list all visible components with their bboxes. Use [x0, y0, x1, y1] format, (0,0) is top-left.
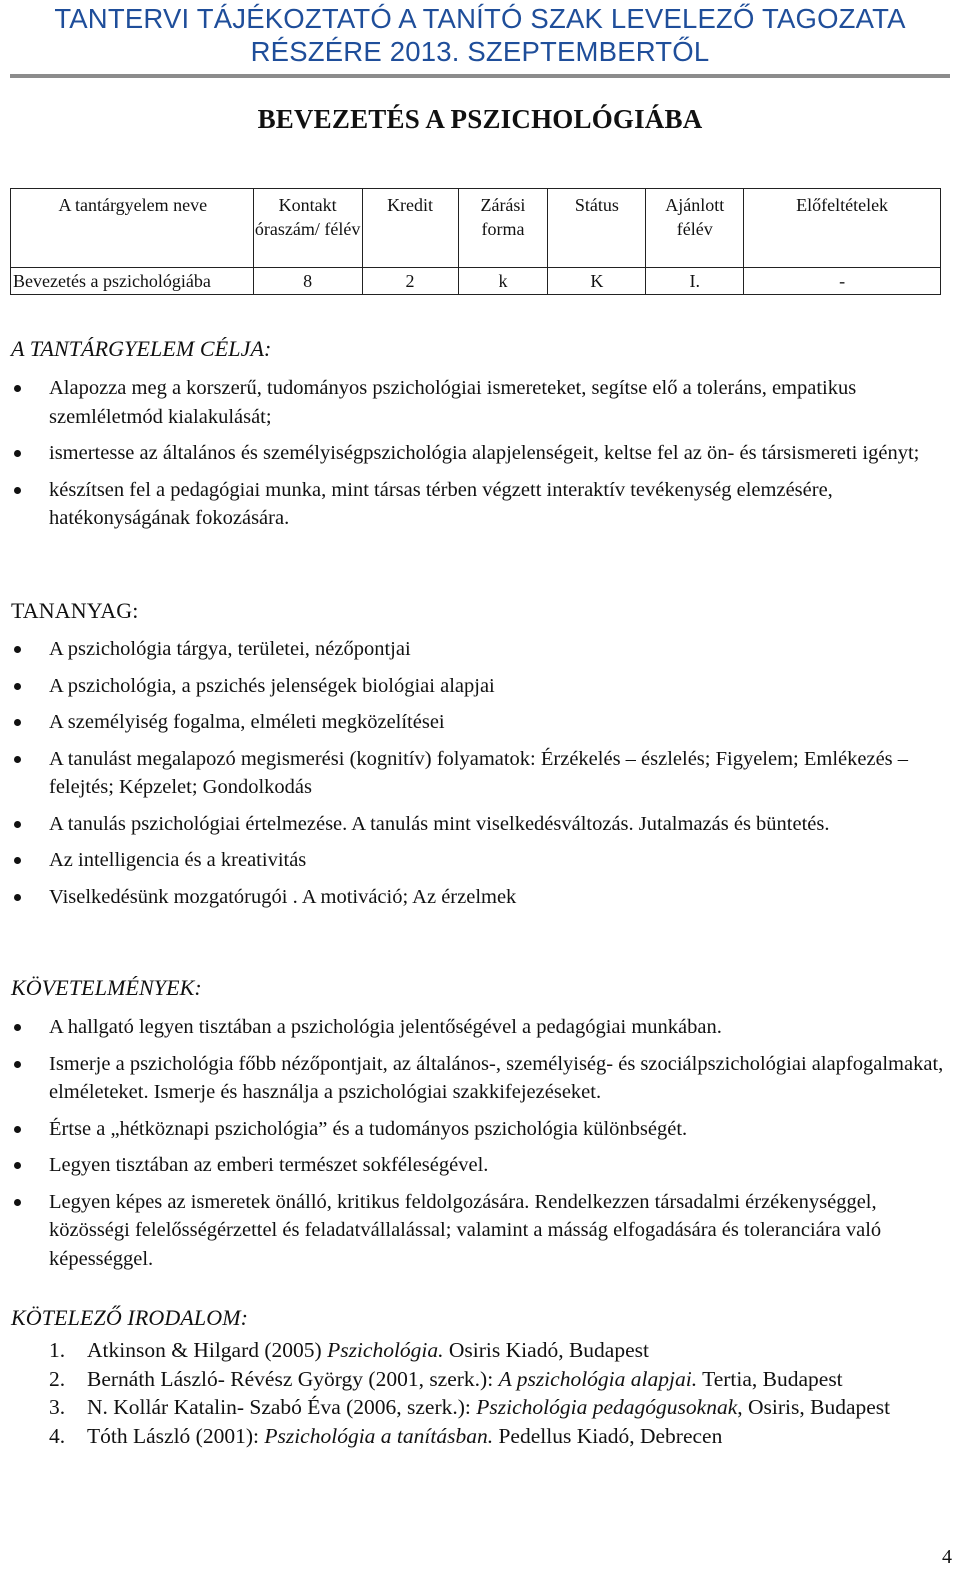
table-header-cell: Előfeltételek	[744, 189, 941, 268]
bullet-icon	[14, 1126, 21, 1133]
bullet-icon	[14, 756, 21, 763]
table-header-cell: A tantárgyelem neve	[11, 189, 254, 268]
bullet-icon	[14, 1024, 21, 1031]
bullet-icon	[14, 646, 21, 653]
aim-heading: A TANTÁRGYELEM CÉLJA:	[11, 336, 272, 361]
list-item: Legyen képes az ismeretek önálló, kritikus feldolgozására. Rendelkezzen társadalmi érzékenységgel, közösségi felelősségérzettel és feladatvállalással; valamint a másság elfogadására és toleranciára való képességgel.	[0, 1188, 960, 1274]
list-item: Ismerje a pszichológia főbb nézőpontjait, az általános-, személyiség- és szociálpszichológiai alapfogalmakat, elméleteket. Ismerje és használja a pszichológiai szakkifejezéseket.	[0, 1050, 960, 1107]
reference-item: 3. N. Kollár Katalin- Szabó Éva (2006, szerk.): Pszichológia pedagógusoknak, Osiris, Budapest	[49, 1395, 891, 1419]
table-cell: K	[548, 268, 646, 295]
header-line-2: RÉSZÉRE 2013. SZEPTEMBERTŐL	[250, 36, 710, 67]
syllabus-list	[0, 635, 960, 919]
bullet-icon	[14, 1061, 21, 1068]
list-item: ismertesse az általános és személyiségpszichológia alapjelenségeit, keltse fel az ön- és társismereti igényt;	[0, 439, 960, 468]
list-item: Értse a „hétköznapi pszichológia” és a tudományos pszichológia különbségét.	[0, 1115, 960, 1144]
header-line-1: TANTERVI TÁJÉKOZTATÓ A TANÍTÓ SZAK LEVELEZŐ TAGOZATA	[54, 3, 906, 34]
table-header-cell: Státus	[548, 189, 646, 268]
table-cell: -	[744, 268, 941, 295]
page-number: 4	[942, 1546, 952, 1568]
literature-list	[0, 1336, 960, 1450]
aim-list	[0, 374, 960, 541]
list-item: A tanulás pszichológiai értelmezése. A tanulás mint viselkedésváltozás. Jutalmazás és büntetés.	[0, 810, 960, 839]
reference-item: 1. Atkinson & Hilgard (2005) Pszichológia. Osiris Kiadó, Budapest	[49, 1338, 649, 1362]
table-cell: I.	[646, 268, 744, 295]
bullet-icon	[14, 385, 21, 392]
table-cell: 8	[253, 268, 362, 295]
bullet-icon	[14, 683, 21, 690]
table-cell: Bevezetés a pszichológiába	[11, 268, 254, 295]
table-row	[11, 268, 941, 295]
list-item: A személyiség fogalma, elméleti megközelítései	[0, 708, 960, 737]
list-item: A hallgató legyen tisztában a pszichológia jelentőségével a pedagógiai munkában.	[0, 1013, 960, 1042]
table-header-cell: Ajánlott félév	[646, 189, 744, 268]
header-divider	[10, 74, 950, 78]
literature-heading: KÖTELEZŐ IRODALOM:	[11, 1305, 249, 1330]
reference-item: 2. Bernáth László- Révész György (2001, szerk.): A pszichológia alapjai. Tertia, Budapest	[49, 1366, 843, 1391]
bullet-icon	[14, 1162, 21, 1169]
course-info-table	[10, 188, 941, 295]
bullet-icon	[14, 821, 21, 828]
document-header	[10, 2, 950, 68]
bullet-icon	[14, 894, 21, 901]
table-cell: 2	[362, 268, 458, 295]
bullet-icon	[14, 857, 21, 864]
list-item: A pszichológia, a pszichés jelenségek biológiai alapjai	[0, 672, 960, 701]
list-item: A tanulást megalapozó megismerési (kognitív) folyamatok: Érzékelés – észlelés; Figyelem; Emlékezés – felejtés; Képzelet; Gondolkodás	[0, 745, 960, 802]
course-title: BEVEZETÉS A PSZICHOLÓGIÁBA	[257, 104, 703, 134]
list-item: készítsen fel a pedagógiai munka, mint társas térben végzett interaktív tevékenység elemzésére, hatékonyságának fokozására.	[0, 476, 960, 533]
list-item: Legyen tisztában az emberi természet sokféleségével.	[0, 1151, 960, 1180]
list-item: A pszichológia tárgya, területei, nézőpontjai	[0, 635, 960, 664]
bullet-icon	[14, 487, 21, 494]
requirements-list	[0, 1013, 960, 1281]
list-item: Viselkedésünk mozgatórugói . A motiváció; Az érzelmek	[0, 883, 960, 912]
table-cell: k	[458, 268, 548, 295]
list-item: Az intelligencia és a kreativitás	[0, 846, 960, 875]
list-item: Alapozza meg a korszerű, tudományos pszichológiai ismereteket, segítse elő a toleráns, empatikus szemléletmód kialakulását;	[0, 374, 960, 431]
bullet-icon	[14, 1199, 21, 1206]
table-header-row	[11, 189, 941, 268]
bullet-icon	[14, 450, 21, 457]
table-header-cell: Kredit	[362, 189, 458, 268]
requirements-heading: KÖVETELMÉNYEK:	[11, 975, 202, 1000]
syllabus-heading: TANANYAG:	[11, 598, 139, 623]
table-header-cell: Zárási forma	[458, 189, 548, 268]
table-header-cell: Kontakt óraszám/ félév	[253, 189, 362, 268]
reference-item: 4. Tóth László (2001): Pszichológia a tanításban. Pedellus Kiadó, Debrecen	[49, 1423, 723, 1448]
bullet-icon	[14, 719, 21, 726]
